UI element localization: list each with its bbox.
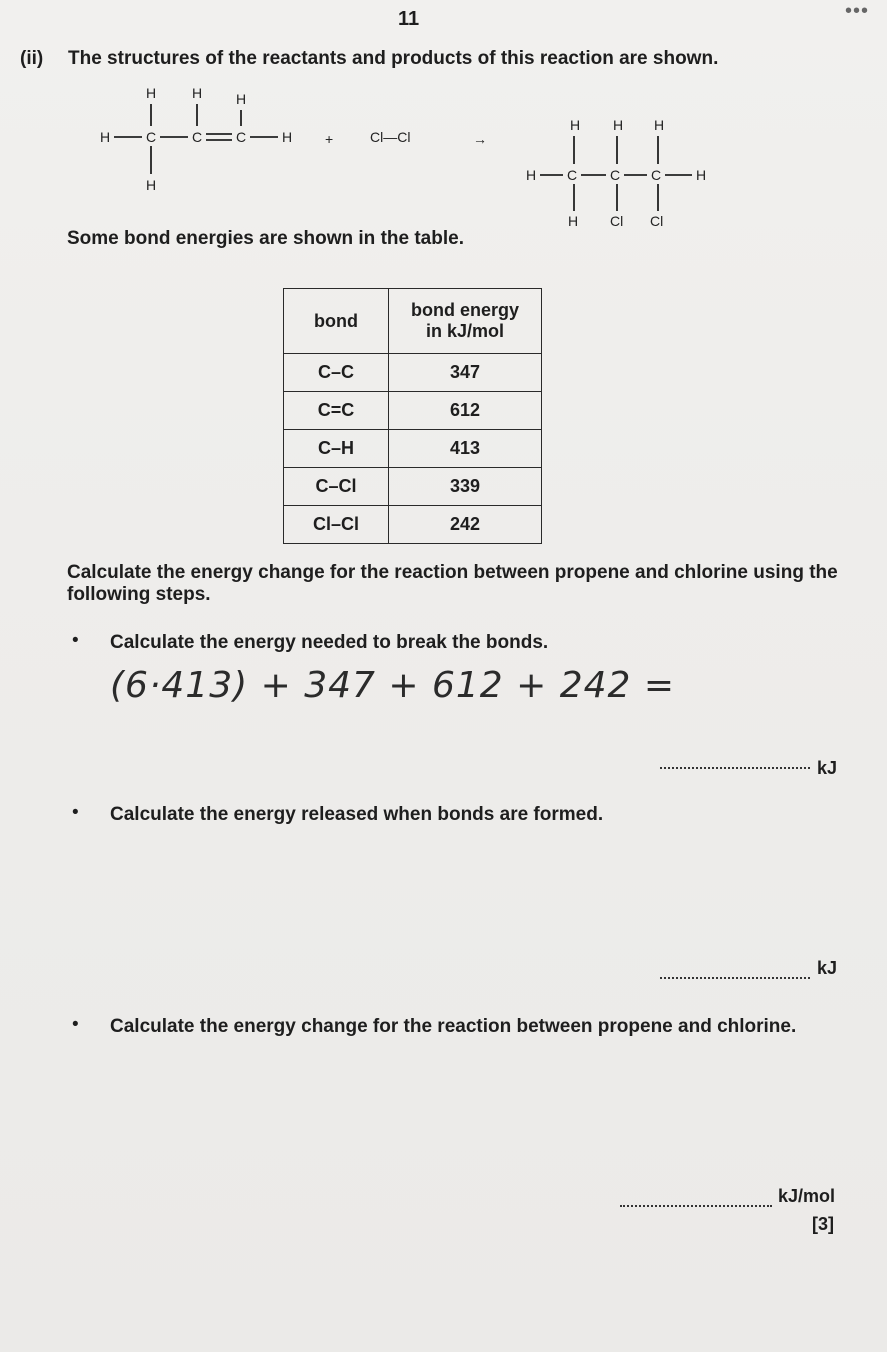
chlorine-molecule: Cl—Cl xyxy=(370,129,411,145)
bond-cell: C–Cl xyxy=(284,468,389,506)
bond-cell: C–C xyxy=(284,354,389,392)
part-label: (ii) xyxy=(20,48,44,69)
header-bond-energy-line1: bond energy xyxy=(410,300,519,320)
step-3-text: Calculate the energy change for the reaction between propene and chlorine. xyxy=(110,1016,797,1037)
product-structure xyxy=(526,117,706,229)
more-options-icon[interactable]: ••• xyxy=(845,0,870,22)
atom-h: H xyxy=(146,177,157,193)
atom-h: H xyxy=(526,167,537,183)
atom-c: C xyxy=(146,129,157,145)
step-1-text: Calculate the energy needed to break the bonds. xyxy=(110,632,549,653)
atom-h: H xyxy=(236,91,247,107)
atom-c: C xyxy=(651,167,662,183)
answer-line-1[interactable] xyxy=(660,766,810,769)
atom-c: C xyxy=(192,129,203,145)
bond-energy-table xyxy=(283,288,542,544)
step-2-text: Calculate the energy released when bonds are formed. xyxy=(110,804,604,825)
intro-text: The structures of the reactants and products of this reaction are shown. xyxy=(68,48,719,69)
atom-h: H xyxy=(613,117,624,133)
propene-structure xyxy=(100,85,292,193)
bullet-icon: • xyxy=(72,802,79,823)
table-header-row xyxy=(284,289,542,354)
reaction-arrow-icon: → xyxy=(473,131,487,147)
handwritten-answer: (6·413) + 347 + 612 + 242 = xyxy=(110,665,676,706)
energy-cell: 242 xyxy=(389,506,542,544)
atom-h: H xyxy=(146,85,157,101)
question-intro: Calculate the energy change for the reaction between propene and chlorine using the following steps. xyxy=(67,562,838,605)
atom-h: H xyxy=(100,129,111,145)
plus-sign: + xyxy=(325,131,334,147)
header-bond-energy xyxy=(389,289,542,354)
energy-cell: 339 xyxy=(389,468,542,506)
table-row xyxy=(284,468,542,506)
bond-cell: Cl–Cl xyxy=(284,506,389,544)
unit-label: kJ xyxy=(817,958,838,978)
atom-h: H xyxy=(696,167,707,183)
header-bond-energy-line2: in kJ/mol xyxy=(425,321,505,341)
atom-cl: Cl xyxy=(610,213,624,229)
table-row xyxy=(284,430,542,468)
marks-label: [3] xyxy=(812,1214,834,1234)
bond-cell: C=C xyxy=(284,392,389,430)
atom-c: C xyxy=(236,129,247,145)
table-row xyxy=(284,354,542,392)
atom-h: H xyxy=(570,117,581,133)
atom-c: C xyxy=(567,167,578,183)
energy-cell: 347 xyxy=(389,354,542,392)
atom-h: H xyxy=(654,117,665,133)
bullet-icon: • xyxy=(72,630,79,651)
reaction-structures xyxy=(100,80,740,240)
unit-label: kJ xyxy=(817,758,838,778)
atom-h: H xyxy=(568,213,579,229)
header-bond: bond xyxy=(284,289,389,354)
table-row xyxy=(284,506,542,544)
table-row xyxy=(284,392,542,430)
energy-cell: 612 xyxy=(389,392,542,430)
energy-cell: 413 xyxy=(389,430,542,468)
unit-label: kJ/mol xyxy=(778,1186,836,1206)
atom-h: H xyxy=(192,85,203,101)
table-intro: Some bond energies are shown in the table. xyxy=(67,228,464,249)
answer-line-2[interactable] xyxy=(660,976,810,979)
atom-cl: Cl xyxy=(650,213,664,229)
answer-line-3[interactable] xyxy=(620,1204,772,1207)
atom-c: C xyxy=(610,167,621,183)
atom-h: H xyxy=(282,129,293,145)
bond-cell: C–H xyxy=(284,430,389,468)
page-number: 11 xyxy=(398,8,420,30)
bullet-icon: • xyxy=(72,1014,79,1035)
